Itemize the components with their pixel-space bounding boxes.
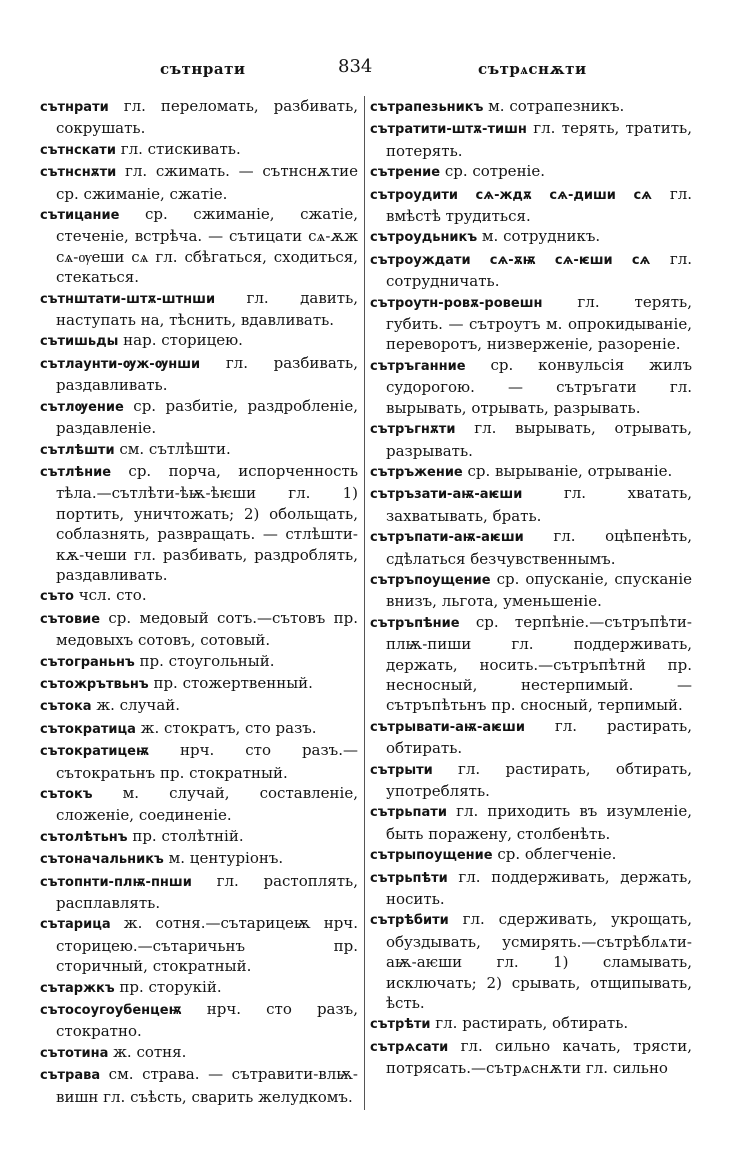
dictionary-entry xyxy=(370,612,692,716)
entry-definition: гл. разбивать, раздавливать. xyxy=(56,353,358,395)
dictionary-entry xyxy=(370,909,692,1013)
entry-definition: см. страва. — сътравити-влѭ-вишн гл. съѣсть, сварить желудкомъ. xyxy=(56,1065,358,1106)
entry-definition: гл. сдерживать, укрощать, обуздывать, усмирять.—сътрѣблѧти-аѭ-аѥши гл. 1) сламывать, исключать; 2) срывать, отщипывать, ѣсть. xyxy=(386,910,692,1013)
dictionary-entry xyxy=(40,161,358,204)
dictionary-entry xyxy=(370,867,692,910)
entry-headword: сътограньнъ xyxy=(40,654,135,670)
entry-definition: ср. опусканіе, спусканіе внизъ, льгота, уменьшеніе. xyxy=(386,569,692,611)
entry-definition: гл. сотрудничать. xyxy=(386,249,692,291)
entry-headword: сътлѹение xyxy=(40,399,124,415)
column-divider xyxy=(364,96,365,1110)
dictionary-entry xyxy=(40,396,358,439)
entry-definition: гл. растирать, обтирать. xyxy=(430,1014,629,1033)
entry-definition: ср. конвульсія жилъ судорогою. — сътръгати гл. вырывать, отрывать, разрывать. xyxy=(386,355,692,417)
dictionary-entry xyxy=(40,585,358,607)
entry-headword: сътарица xyxy=(40,917,111,933)
entry-definition: м. сотрапезникъ. xyxy=(483,97,625,115)
dictionary-entry xyxy=(370,96,692,118)
entry-headword: сътосоугоубенцеѭ xyxy=(40,1003,182,1019)
dictionary-entry xyxy=(40,848,358,870)
entry-headword: сътрыти xyxy=(370,762,433,778)
entry-headword: сътрѣти xyxy=(370,1017,431,1033)
entry-headword: сътрьпати xyxy=(370,805,447,821)
entry-definition: гл. хватать, захватывать, брать. xyxy=(386,484,692,525)
dictionary-entry xyxy=(40,740,358,783)
entry-definition: гл. приходить въ изумленіе, быть поражену, столбенѣть. xyxy=(386,802,692,843)
entry-definition: гл. сильно качать, трясти, потрясать.—сътрѧснѫти гл. сильно xyxy=(386,1036,692,1078)
entry-definition: ср. сотреніе. xyxy=(440,162,546,181)
entry-definition: м. сотрудникъ. xyxy=(477,227,601,246)
dictionary-entry xyxy=(370,1013,692,1035)
entry-definition: гл. давить, наступать на, тѣснить, вдавливать. xyxy=(56,288,358,330)
entry-definition: гл. стискивать. xyxy=(115,139,241,158)
dictionary-entry xyxy=(40,718,358,740)
entry-headword: сътовие xyxy=(40,611,101,627)
entry-definition: пр. стожертвенный. xyxy=(148,673,313,692)
entry-headword: сътрывати-аѭ-аѥши xyxy=(370,719,525,735)
dictionary-entry xyxy=(40,330,358,352)
entry-headword: сътрапезьникъ xyxy=(370,100,484,115)
entry-headword: сътратити-штѫ-тишн xyxy=(370,122,527,138)
dictionary-entry xyxy=(40,353,358,396)
dictionary-entry xyxy=(370,569,692,612)
dictionary-entry xyxy=(370,226,692,248)
entry-headword: сътокъ xyxy=(40,787,93,802)
dictionary-entry xyxy=(370,418,692,461)
entry-definition: ср. медовый сотъ.—сътовъ пр. медовыхъ сотовъ, сотовый. xyxy=(56,608,358,650)
entry-headword: сътнштати-штѫ-штнши xyxy=(40,291,216,307)
entry-definition: пр. стоугольный. xyxy=(134,651,275,670)
dictionary-entry xyxy=(370,1036,692,1079)
dictionary-entry xyxy=(40,461,358,585)
dictionary-entry xyxy=(370,292,692,355)
dictionary-entry xyxy=(40,651,358,673)
dictionary-entry xyxy=(370,249,692,292)
dictionary-entry xyxy=(40,288,358,331)
entry-definition: гл. вмѣстѣ трудиться. xyxy=(386,184,692,226)
entry-headword: сътоначальникъ xyxy=(40,852,164,868)
entry-headword: сътишьды xyxy=(40,334,119,350)
entry-headword: сътократица xyxy=(40,721,136,737)
page-header xyxy=(0,54,732,82)
entry-definition: см. сътлѣшти. xyxy=(114,439,231,458)
entry-definition: ср. облегченіе. xyxy=(492,845,617,864)
entry-definition: гл. терять, губить. — сътроутъ м. опрокидываніе, переворотъ, низверженіе, разореніе. xyxy=(386,292,692,354)
dictionary-entry xyxy=(40,608,358,651)
entry-headword: сътицание xyxy=(40,208,120,224)
entry-definition: ср. порча, испорченность тѣла.—сътлѣти-ѣѭ-ѣѥши гл. 1) портить, уничтожать; 2) обольщать, соблазнять, развращать. — стлѣшти-кѫ-чеши гл. разбивать, раздроблять, раздавливать. xyxy=(56,461,358,584)
entry-headword: сътръзати-аѭ-аѥши xyxy=(370,487,523,503)
entry-definition: гл. сжимать. — сътнснѫтие ср. сжиманіе, сжатіе. xyxy=(56,162,358,203)
dictionary-entry xyxy=(40,826,358,848)
entry-headword: сътаржкъ xyxy=(40,980,115,996)
dictionary-entry xyxy=(40,204,358,288)
entry-headword: сътрение xyxy=(370,165,441,181)
entry-headword: сътлаунти-ѹж-ѹнши xyxy=(40,356,201,372)
dictionary-entry xyxy=(370,161,692,183)
dictionary-entry xyxy=(40,1042,358,1064)
entry-definition: гл. вырывать, отрывать, разрывать. xyxy=(386,419,692,460)
entry-definition: ср. сжиманіе, сжатіе, стеченіе, встрѣча. — сътицати сѧ-ѫж сѧ-ѹеши сѧ гл. сбѣгаться, сходиться, стекаться. xyxy=(56,205,358,287)
entry-definition: м. случай, составленіе, сложеніе, соединеніе. xyxy=(56,784,358,825)
dictionary-entry xyxy=(40,673,358,695)
entry-headword: сътока xyxy=(40,699,92,715)
entry-headword: сътръжение xyxy=(370,464,463,480)
dictionary-entry xyxy=(40,913,358,976)
left-column xyxy=(40,96,358,1114)
dictionary-entry xyxy=(40,439,358,461)
entry-definition: м. центуріонъ. xyxy=(163,849,284,868)
entry-headword: сътократицеѭ xyxy=(40,744,150,760)
entry-headword: сътлѣшти xyxy=(40,442,115,458)
entry-headword: сътнснѫти xyxy=(40,165,117,181)
entry-headword: сътолѣтьнъ xyxy=(40,829,128,845)
entry-definition: гл. поддерживать, держать, носить. xyxy=(386,867,692,909)
dictionary-entry xyxy=(40,695,358,717)
entry-headword: сътрѧсати xyxy=(370,1039,449,1055)
page-number: 834 xyxy=(338,56,373,77)
entry-definition: гл. растирать, обтирать, употреблять. xyxy=(386,759,692,800)
entry-definition: гл. растирать, обтирать. xyxy=(386,716,692,758)
entry-definition: гл. оцѣпенѣть, сдѣлаться безчувственнымъ. xyxy=(386,527,692,568)
dictionary-entry xyxy=(370,801,692,844)
entry-headword: сътрыпоущение xyxy=(370,848,493,864)
entry-definition: ср. разбитіе, раздробленіе, раздавленіе. xyxy=(56,396,358,438)
entry-definition: ж. сотня. xyxy=(108,1042,187,1061)
dictionary-entry xyxy=(40,1064,358,1107)
entry-headword: сътръганние xyxy=(370,358,466,374)
entry-headword: сътръгнѫти xyxy=(370,422,456,438)
right-column xyxy=(370,96,692,1114)
dictionary-entry xyxy=(370,355,692,418)
entry-headword: сътръпѣние xyxy=(370,615,460,631)
entry-headword: сътрава xyxy=(40,1068,101,1084)
entry-headword: сътръпоущение xyxy=(370,572,491,588)
entry-headword: сътнскати xyxy=(40,142,116,158)
entry-definition: гл. переломать, разбивать, сокрушать. xyxy=(56,97,358,138)
entry-headword: сътроутн-ровѫ-ровешн xyxy=(370,295,543,311)
entry-headword: сътроудьникъ xyxy=(370,230,478,246)
entry-definition: гл. терять, тратить, потерять. xyxy=(386,119,692,160)
entry-headword: сътроудити сѧ-ждѫ сѧ-диши сѧ xyxy=(370,187,652,203)
entry-definition: ж. случай. xyxy=(91,696,181,715)
dictionary-entry xyxy=(370,184,692,227)
entry-definition: пр. столѣтній. xyxy=(127,826,244,845)
entry-headword: сътрѣбити xyxy=(370,913,449,929)
dictionary-entry xyxy=(40,999,358,1042)
dictionary-entry xyxy=(40,783,358,826)
dictionary-entry xyxy=(370,526,692,569)
entry-headword: съто xyxy=(40,589,74,605)
entry-definition: гл. растоплять, расплавлять. xyxy=(56,871,358,913)
dictionary-entry xyxy=(40,977,358,999)
entry-headword: сътопнти-плѭ-пнши xyxy=(40,874,192,890)
dictionary-entry xyxy=(40,139,358,161)
entry-definition: нрч. сто разъ, стократно. xyxy=(56,1000,358,1041)
dictionary-entry xyxy=(370,759,692,802)
entry-headword: сътръпати-аѭ-аѥши xyxy=(370,530,524,546)
entry-definition: чсл. сто. xyxy=(73,586,147,605)
entry-headword: сътожрътвьнъ xyxy=(40,676,149,692)
dictionary-entry xyxy=(370,461,692,483)
dictionary-entry xyxy=(370,716,692,759)
dictionary-entry xyxy=(370,844,692,866)
entry-definition: нрч. сто разъ.—сътократьнъ пр. стократный. xyxy=(56,741,358,782)
dictionary-entry xyxy=(40,96,358,139)
entry-definition: ж. сотня.—сътарицеѭ нрч. сторицею.—сътаричьнъ пр. сторичный, стократный. xyxy=(56,914,358,976)
entry-headword: сътнрати xyxy=(40,100,109,115)
running-head-right: сътрѧснѫти xyxy=(478,60,587,78)
running-head-left: сътнрати xyxy=(160,60,246,78)
entry-definition: ср. вырываніе, отрываніе. xyxy=(462,461,673,480)
entry-definition: нар. сторицею. xyxy=(118,331,243,350)
dictionary-entry xyxy=(370,118,692,161)
entry-headword: сътотина xyxy=(40,1045,109,1061)
entry-headword: сътлѣние xyxy=(40,464,112,480)
entry-headword: сътрьпѣти xyxy=(370,870,448,886)
dictionary-entry xyxy=(40,871,358,914)
dictionary-entry xyxy=(370,483,692,526)
entry-definition: ср. терпѣніе.—сътръпѣти-плѭ-пиши гл. поддерживать, держать, носить.—сътръпѣтнй пр. несносный, нестерпимый. — сътръпѣтьнъ пр. сносный, терпимый. xyxy=(386,612,692,715)
entry-definition: пр. сторукій. xyxy=(114,977,222,996)
entry-definition: ж. стократъ, сто разъ. xyxy=(135,718,317,737)
entry-headword: сътроуждати сѧ-ѫѭ сѧ-ѥши сѧ xyxy=(370,252,651,268)
